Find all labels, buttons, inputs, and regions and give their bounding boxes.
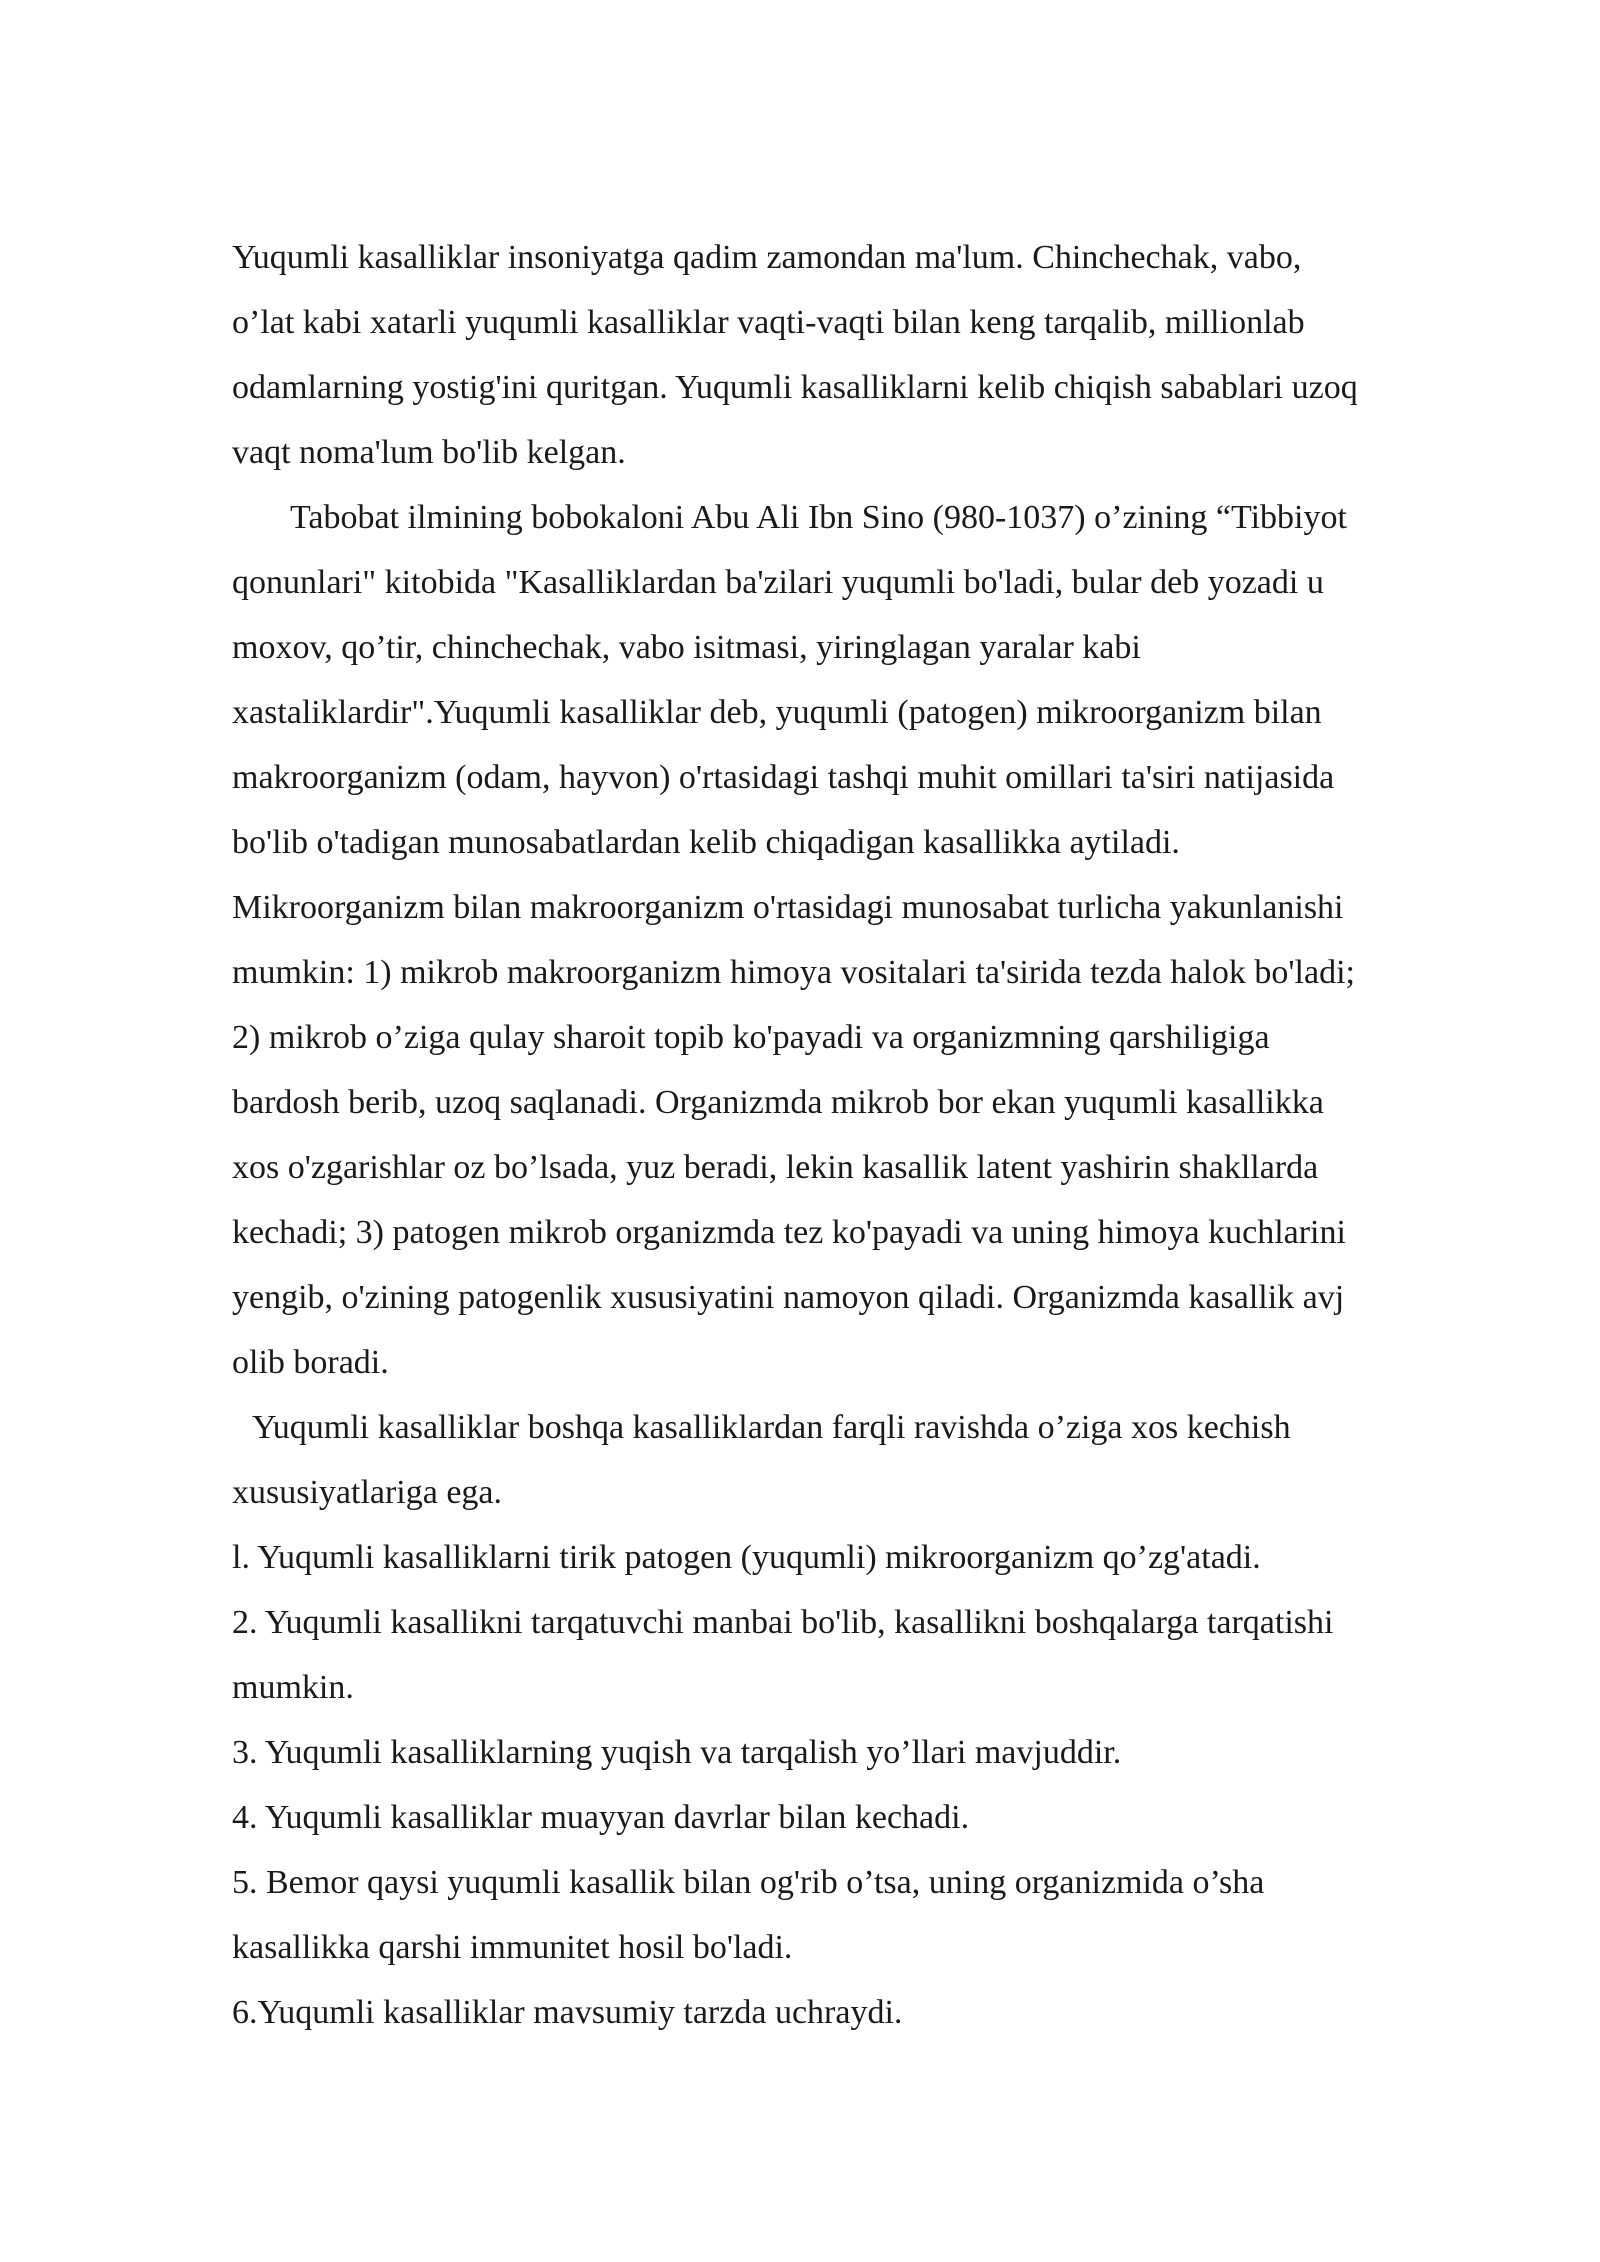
text-line: xastaliklardir".Yuqumli kasalliklar deb, yuqumli (patogen) mikroorganizm bilan [232, 694, 1322, 731]
text-line: 2) mikrob o’ziga qulay sharoit topib ko'payadi va organizmning qarshiligiga [232, 1019, 1270, 1056]
text-line: Yuqumli kasalliklar boshqa kasalliklardan farqli ravishda o’ziga xos kechish [252, 1409, 1291, 1446]
text-line: olib boradi. [232, 1344, 389, 1381]
text-line: Tabobat ilmining bobokaloni Abu Ali Ibn Sino (980-1037) o’zining “Tibbiyot [290, 499, 1347, 536]
list-item: l. Yuqumli kasalliklarni tirik patogen (yuqumli) mikroorganizm qo’zg'atadi. [232, 1539, 1261, 1576]
text-line: mumkin. [232, 1669, 354, 1706]
text-line: yengib, o'zining patogenlik xususiyatini namoyon qiladi. Organizmda kasallik avj [232, 1279, 1345, 1316]
text-line: Mikroorganizm bilan makroorganizm o'rtasidagi munosabat turlicha yakunlanishi [232, 889, 1344, 926]
list-item: 5. Bemor qaysi yuqumli kasallik bilan og'rib o’tsa, uning organizmida o’sha [232, 1864, 1265, 1901]
text-line: odamlarning yostig'ini quritgan. Yuqumli kasalliklarni kelib chiqish sabablari uzoq [232, 369, 1358, 406]
text-line: bardosh berib, uzoq saqlanadi. Organizmda mikrob bor ekan yuqumli kasallikka [232, 1084, 1324, 1121]
list-item: 6.Yuqumli kasalliklar mavsumiy tarzda uchraydi. [232, 1994, 903, 2031]
document-body [232, 225, 1532, 2045]
text-line: xususiyatlariga ega. [232, 1474, 503, 1511]
text-line: o’lat kabi xatarli yuqumli kasalliklar vaqti-vaqti bilan keng tarqalib, millionlab [232, 304, 1305, 341]
text-line: makroorganizm (odam, hayvon) o'rtasidagi tashqi muhit omillari ta'siri natijasida [232, 759, 1335, 796]
text-line: kechadi; 3) patogen mikrob organizmda tez ko'payadi va uning himoya kuchlarini [232, 1214, 1346, 1251]
text-line: vaqt noma'lum bo'lib kelgan. [232, 434, 626, 471]
text-line: xos o'zgarishlar oz bo’lsada, yuz beradi, lekin kasallik latent yashirin shakllarda [232, 1149, 1319, 1186]
text-line: mumkin: 1) mikrob makroorganizm himoya vositalari ta'sirida tezda halok bo'ladi; [232, 954, 1355, 991]
text-line: kasallikka qarshi immunitet hosil bo'ladi. [232, 1929, 793, 1966]
text-line: qonunlari" kitobida "Kasalliklardan ba'zilari yuqumli bo'ladi, bular deb yozadi u [232, 564, 1324, 601]
text-line: moxov, qo’tir, chinchechak, vabo isitmasi, yiringlagan yaralar kabi [232, 629, 1141, 666]
text-line: Yuqumli kasalliklar insoniyatga qadim zamondan ma'lum. Chinchechak, vabo, [232, 239, 1302, 276]
text-line: bo'lib o'tadigan munosabatlardan kelib chiqadigan kasallikka aytiladi. [232, 824, 1180, 861]
list-item: 3. Yuqumli kasalliklarning yuqish va tarqalish yo’llari mavjuddir. [232, 1734, 1122, 1771]
list-item: 4. Yuqumli kasalliklar muayyan davrlar bilan kechadi. [232, 1799, 970, 1836]
list-item: 2. Yuqumli kasallikni tarqatuvchi manbai bo'lib, kasallikni boshqalarga tarqatishi [232, 1604, 1334, 1641]
